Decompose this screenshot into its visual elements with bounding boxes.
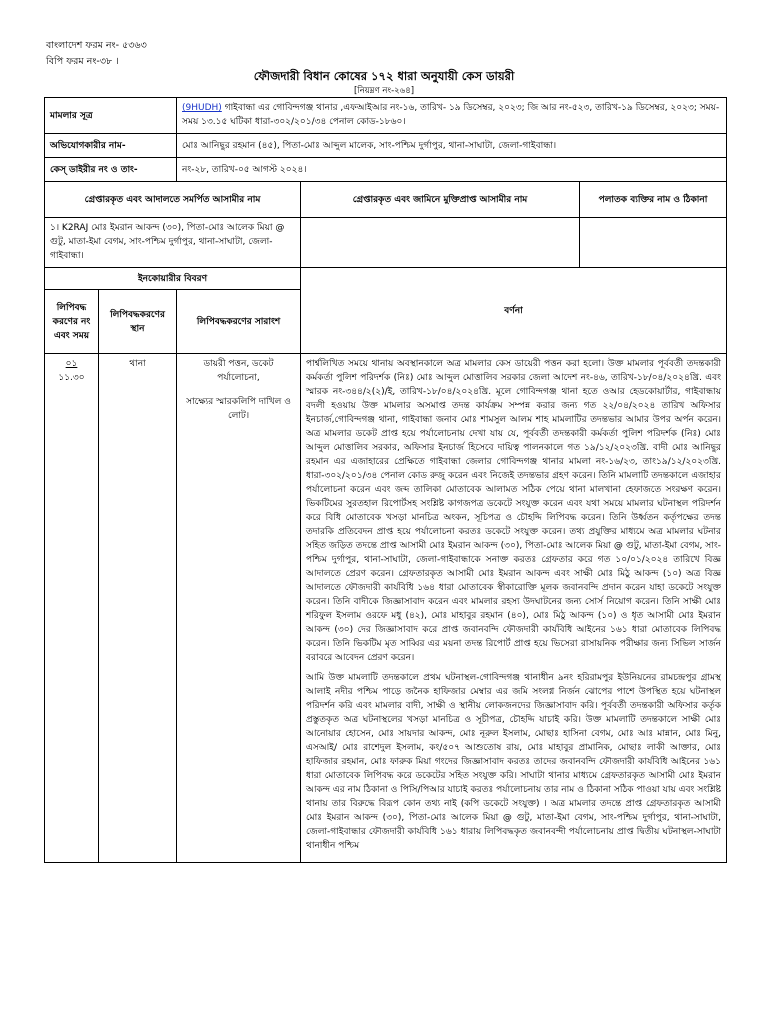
- entry-summary-line-1: ডায়রী পত্তন, ডকেট পর্যালোচনা,: [203, 359, 274, 383]
- complainant-label: অভিযোগকারীর নাম-: [45, 134, 177, 158]
- bail-accused-empty: [301, 218, 580, 268]
- diary-number-label: কেস্ ডাইরীর নং ও তাং-: [45, 158, 177, 182]
- entry-time: ১১.৩০: [58, 373, 85, 383]
- narrative-paragraph-1: পার্শ্বলিখিত সময়ে থানায় অবস্থানকালে অত্র মামলার কেস ডায়েরী পত্তন করা হলো। উক্ত মামলার পূর্ববর্তী তদন্তকারী কর্মকর্তা পুলিশ পরিদর্শক (নিঃ) মোঃ আব্দুল মোত্তালিব সরকার জেলা আদেশ নং-৪৬, তারিখ-১৮/০৪/২০২৪খ্রি. এবং স্মারক নং-৩৪৪/২(২)/ই, তারিখ-১৮/০৪/২০২৪খ্রি. মূলে গোবিন্দগঞ্জ থানা হতে ওআর হেডকোয়ার্টার, গাইবান্ধায় বদলী হওয়ায় উক্ত মামলার অসমাপ্ত তদন্ত কার্যক্রম সম্পন্ন করার জন্য গত ২২/০৪/২০২৪ তারিখ অফিসার ইনচার্জ,গোবিন্দগঞ্জ থানা, গাইবান্ধা জনাব মোঃ শামসুল আলম শাহ মামলাটির তদন্তভার আমার উপর অর্পন করেন। অত্র মামলার ডকেট প্রাপ্ত হয়ে পর্যালোচনায় দেখা যায় যে, পূর্ববর্তী তদন্তকারী কর্মকর্তা পুলিশ পরিদর্শক (নিঃ) মোঃ আব্দুল মোত্তালিব সরকার, অফিসার ইনচার্জ হিসেবে দায়িত্ব পালনকালে গত ১৯/১২/২০২৩খ্রি. বাদী মোঃ আনিছুর রহমান এর এজাহারের প্রেক্ষিতে গাইবান্ধা জেলার গোবিন্দগঞ্জ থানার মামলা নং-১৬/২৩, তাং১৯/১২/২০২৩খ্রি. ধারা-৩০২/২০১/৩৪ পেনাল কোড রুজু করেন এবং নিজেই তদন্তভার গ্রহণ করেন। তিনি মামলাটি তদন্তকালে এজাহার পর্যালোচনা করেন এবং জব্দ তালিকা মোতাবেক আলামত সঠিক পেয়ে থানা মালখানা হেফাজতে সংরক্ষণ করেন। ভিকটিমের সুরতহাল রিপোর্টসহ সংশ্লিষ্ট কাগজপত্র ডকেটে সংযুক্ত করেন এবং যথা সময়ে মামলার ঘটনাস্থল পরিদর্শন করে বিধি মোতাবেক খসড়া মানচিত্র অংকন, সূচিপত্র ও চৌহদ্দি লিপিবদ্ধ করেন। তিনি উর্ধ্বতন কর্তৃপক্ষের তদন্ত তদারকি প্রতিবেদন প্রাপ্ত হয়ে পর্যালোচনা করতঃ ডকেটে সংযুক্ত করেন। তথ্য প্রযুক্তির মাধ্যমে অত্র মামলার ঘটনার সহিত জড়িত তদন্তে প্রাপ্ত আসামী মোঃ ইমরান আকন্দ (৩০), পিতা-মোঃ আলেক মিয়া @ গুটু, মাতা-ইমা বেগম, সাং-পশ্চিম দুর্গাপুর, থানা-সাঘাটা, জেলা-গাইবান্ধাকে সনাক্ত করতঃ গ্রেফতার করে গত ১০/০১/২০২৪ তারিখে বিজ্ঞ আদালতে প্রেরণ করেন। গ্রেফতারকৃত আসামী মোঃ ইমরান আকন্দ এবং সাক্ষী মোঃ মিঠু আকন্দ (১০) অত্র বিজ্ঞ আদালতে ফৌজদারী কার্যবিধি ১৬৪ ধারা মোতাবেক স্বীকারোক্তি মূলক জবানবন্দি প্রদান করেন যাহা ডকেটে সংযুক্ত করেন। তিনি বাদীকে জিজ্ঞাসাবাদ করেন এবং মামলার রহস্য উদঘাটনের জন্য সোর্স নিয়োগ করেন। তিনি সাক্ষী মোঃ শরিফুল ইসলাম ওরফে মধু (৪২), মোঃ মাহাবুর রহমান (৪০), মোঃ মিঠু আকন্দ (১০) ও ধৃত আসামী মোঃ ইমরান আকন্দ (৩০) দের জিজ্ঞাসাবাদ করে প্রাপ্ত জবানবন্দি ফৌজদারী কার্যবিধি আইনের ১৬১ ধারা মোতাবেক লিপিবদ্ধ করেন। তিনি ভিকটিম মৃত সাব্বির এর ময়না তদন্ত রিপোর্ট প্রাপ্ত হয়ে ভিসেরা রাসায়নিক পরীক্ষার জন্য সিভিল সার্জন বরাবরে আবেদন প্রেরণ করেন।: [306, 359, 721, 663]
- arrested-bail-header: গ্রেপ্তারকৃত এবং জামিনে মুক্তিপ্রাপ্ত আসামীর নাম: [301, 182, 580, 218]
- case-source-text: গাইবান্ধা এর গোবিন্দগঞ্জ থানার ,এফআইআর নং-১৬, তারিখ- ১৯ ডিসেম্বর, ২০২৩; জি আর নং-৫২৩, তারিখ-১৯ ডিসেম্বর, ২০২৩; সময়-সময় ১৩.১৫ ঘটিকা ধারা-৩০২/২০১/৩৪ পেনাল কোড-১৮৬০।: [182, 103, 720, 127]
- description-header: বর্ণনা: [301, 268, 727, 354]
- arrested-court-header: গ্রেপ্তারকৃত এবং আদালতে সমর্পিত আসামীর নাম: [45, 182, 301, 218]
- bp-form-number: বিপি ফরম নং-৩৮ ।: [46, 56, 119, 67]
- entry-summary-line-2: সাক্ষ্যের স্মারকলিপি দাখিল ও লোট।: [186, 397, 291, 421]
- form-numbers: [46, 38, 147, 70]
- page-subtitle: [নিয়ম্নণ নং-২৬৪]: [353, 86, 415, 96]
- entry-summary-cell: [177, 354, 301, 863]
- page-title: ফৌজদারী বিধান কোষের ১৭২ ধারা অনুযায়ী কেস ডায়রী: [253, 69, 515, 83]
- entry-no-time-cell: [45, 354, 99, 863]
- narrative-paragraph-2: আমি উক্ত মামলাটি তদন্তকালে প্রথম ঘটনাস্থল-গোবিন্দগঞ্জ থানাধীন ৯নং হরিরামপুর ইউনিয়নের রামচন্দ্রপুর গ্রামস্থ আলাই নদীর পশ্চিম পাড়ে জনৈক হাফিজার মেম্বার এর জমি সংলগ্ন নির্জন ঝোপের পাশে উপস্থিত হয়ে ঘটনাস্থল পরিদর্শন করি এবং মামলার বাদী, সাক্ষী ও স্থানীয় লোকজনদের জিজ্ঞাসাবাদ করি। পূর্ববর্তী তদন্তকারী অফিসার কর্তৃক প্রস্তুতকৃত অত্র ঘটনাস্থলের খসড়া মানচিত্র ও সূচীপত্র, চৌহদ্দি যাচাই করি। উক্ত মামলাটি তদন্তকালে সাক্ষী মোঃ আনোয়ার হোসেন, মোঃ সায়দার আকন্দ, মোঃ নূরুল ইসলাম, মোছাঃ হাসিনা বেগম, মোঃ আঃ মান্নান, মোঃ মিনু, এসআই/ মোঃ রাশেদুল ইসলাম, কং/৫০৭ আশুতোষ রায়, মোঃ মাহাবুর প্রামানিক, মোছাঃ লাকী আক্তার, মোঃ হাফিজার রহমান, মোঃ ফারুক মিয়া গংদের জিজ্ঞাসাবাদ করতঃ তাদের জবানবন্দি ফৌজদারী কার্যবিধি আইনের ১৬১ ধারা মোতাবেক লিপিবদ্ধ করে ডকেটের সহিত সংযুক্ত করি। সাঘাটা থানার মাধ্যমে গ্রেফতারকৃত আসামী মোঃ ইমরান আকন্দ এর নাম ঠিকানা ও পিসি/পিআর যাচাই করতঃ পর্যালোচনায় তার নাম ও ঠিকানা সঠিক পাওয়া যায় এবং সংশ্লিষ্ট থানায় তার বিরুদ্ধে বিরূপ কোন তথ্য নাই (কপি ডকেটে সংযুক্ত) । অত্র মামলার তদন্তে প্রাপ্ত গ্রেফতারকৃত আসামী মোঃ ইমরান আকন্দ (৩০), পিতা-মোঃ আলেক মিয়া @ গুটু, মাতা-ইমা বেগম, সাং-পশ্চিম দুর্গাপুর, থানা-সাঘাটা, জেলা-গাইবান্ধার ফৌজদারী কার্যবিধি ১৬১ ধারায় লিপিবদ্ধকৃত জবানবন্দী পর্যালোচনায় প্রাপ্ত দ্বিতীয় ঘটনাস্থল-সাঘাটা থানাধীন পশ্চিম: [306, 673, 721, 851]
- case-diary-table: [44, 97, 727, 863]
- narrative-cell: [301, 354, 727, 863]
- case-code-link[interactable]: (9HUDH): [182, 103, 222, 113]
- absconder-empty: [580, 218, 727, 268]
- entry-number: ০১: [65, 359, 78, 369]
- case-source-cell: [177, 98, 727, 134]
- absconder-header: পলাতক ব্যক্তির নাম ও ঠিকানা: [580, 182, 727, 218]
- inquiry-heading: ইনকোয়ারীর বিবরণ: [45, 268, 301, 290]
- case-source-label: মামলার সূত্র: [45, 98, 177, 134]
- entry-place: থানা: [99, 354, 177, 863]
- bd-form-number: বাংলাদেশ ফরম নং- ৫৩৬৩: [46, 40, 147, 51]
- entry-no-time-header: লিপিবদ্ধ করণের নং এবং সময়: [45, 290, 99, 354]
- accused-entry: ১। K2RAJ মোঃ ইমরান আকন্দ (৩০), পিতা-মোঃ আলেক মিয়া @ গুটু, মাতা-ইমা বেগম, সাং-পশ্চিম দুর্গাপুর, থানা-সাঘাটা, জেলা-গাইবান্ধা।: [45, 218, 301, 268]
- complainant-value: মোঃ আনিছুর রহমান (৪৫), পিতা-মোঃ আব্দুল মালেক, সাং-পশ্চিম দুর্গাপুর, থানা-সাঘাটা, জেলা-গাইবান্ধা।: [177, 134, 727, 158]
- diary-number-value: নং-২৮, তারিখ-০৫ আগস্ট ২০২৪।: [177, 158, 727, 182]
- entry-place-header: লিপিবদ্ধকরণের স্থান: [99, 290, 177, 354]
- entry-summary-header: লিপিবদ্ধকরণের সারাংশ: [177, 290, 301, 354]
